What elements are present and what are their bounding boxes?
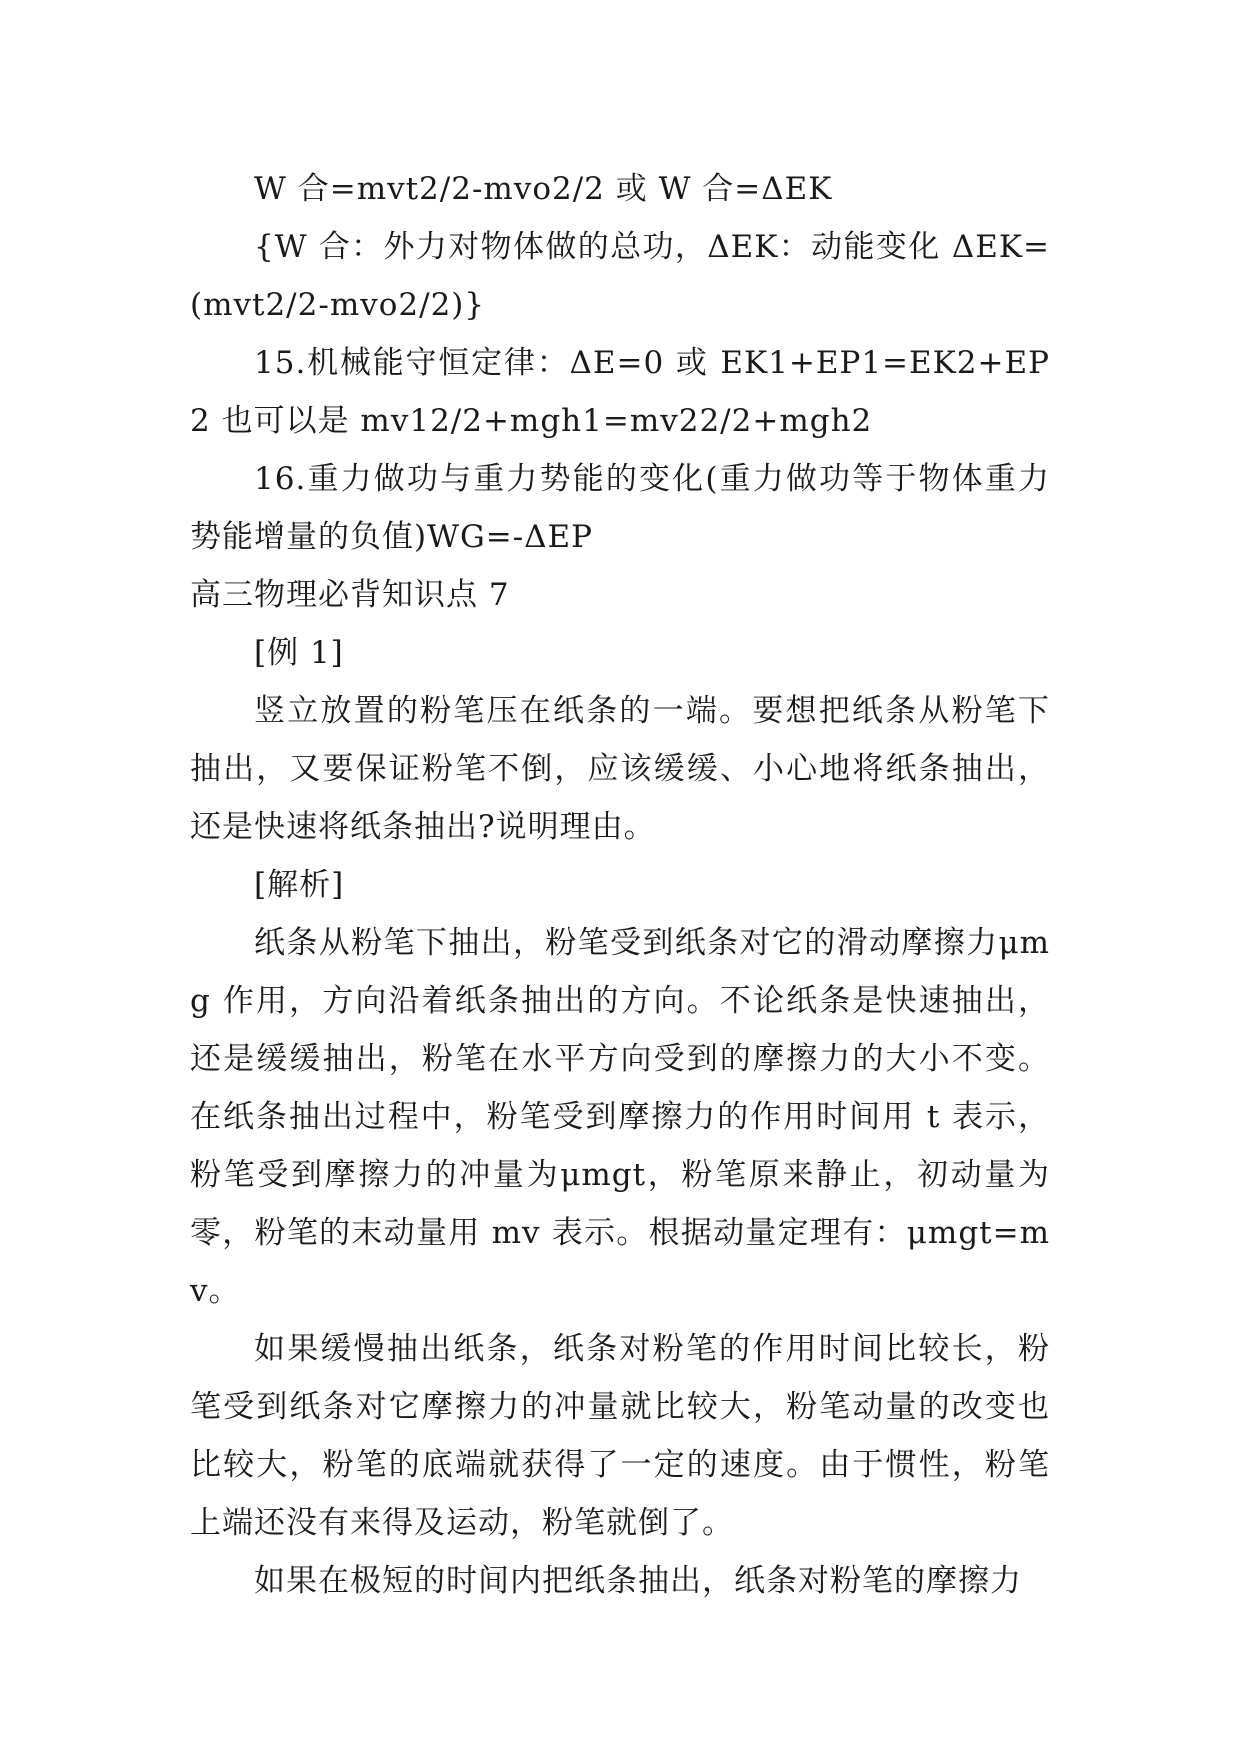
example-question: 竖立放置的粉笔压在纸条的一端。要想把纸条从粉笔下抽出，又要保证粉笔不倒，应该缓缓、小心地将纸条抽出，还是快速将纸条抽出?说明理由。 [190, 693, 1050, 845]
document-page [190, 160, 1050, 1610]
example-label: [例 1] [254, 635, 344, 671]
formula-work-energy-note: {W 合：外力对物体做的总功，ΔEK：动能变化 ΔEK=(mvt2/2-mvo2/2)} [190, 229, 1050, 323]
analysis-paragraph-2: 如果缓慢抽出纸条，纸条对粉笔的作用时间比较长，粉笔受到纸条对它摩擦力的冲量就比较大，粉笔动量的改变也比较大，粉笔的底端就获得了一定的速度。由于惯性，粉笔上端还没有来得及运动，粉笔就倒了。 [190, 1331, 1050, 1541]
analysis-paragraph-3: 如果在极短的时间内把纸条抽出，纸条对粉笔的摩擦力 [254, 1563, 1022, 1599]
item-16-gravity-work: 16.重力做功与重力势能的变化(重力做功等于物体重力势能增量的负值)WG=-ΔEP [190, 461, 1050, 555]
section-heading: 高三物理必背知识点 7 [190, 577, 510, 613]
analysis-paragraph-1: 纸条从粉笔下抽出，粉笔受到纸条对它的滑动摩擦力μmg 作用，方向沿着纸条抽出的方向。不论纸条是快速抽出，还是缓缓抽出，粉笔在水平方向受到的摩擦力的大小不变。在纸条抽出过程中，粉笔受到摩擦力的作用时间用 t 表示，粉笔受到摩擦力的冲量为μmgt，粉笔原来静止，初动量为零，粉笔的末动量用 mv 表示。根据动量定理有：μmgt=mv。 [190, 925, 1050, 1309]
formula-work-energy: W 合=mvt2/2-mvo2/2 或 W 合=ΔEK [254, 171, 833, 207]
item-15-conservation: 15.机械能守恒定律：ΔE=0 或 EK1+EP1=EK2+EP2 也可以是 mv12/2+mgh1=mv22/2+mgh2 [190, 345, 1050, 439]
analysis-label: [解析] [254, 867, 345, 903]
